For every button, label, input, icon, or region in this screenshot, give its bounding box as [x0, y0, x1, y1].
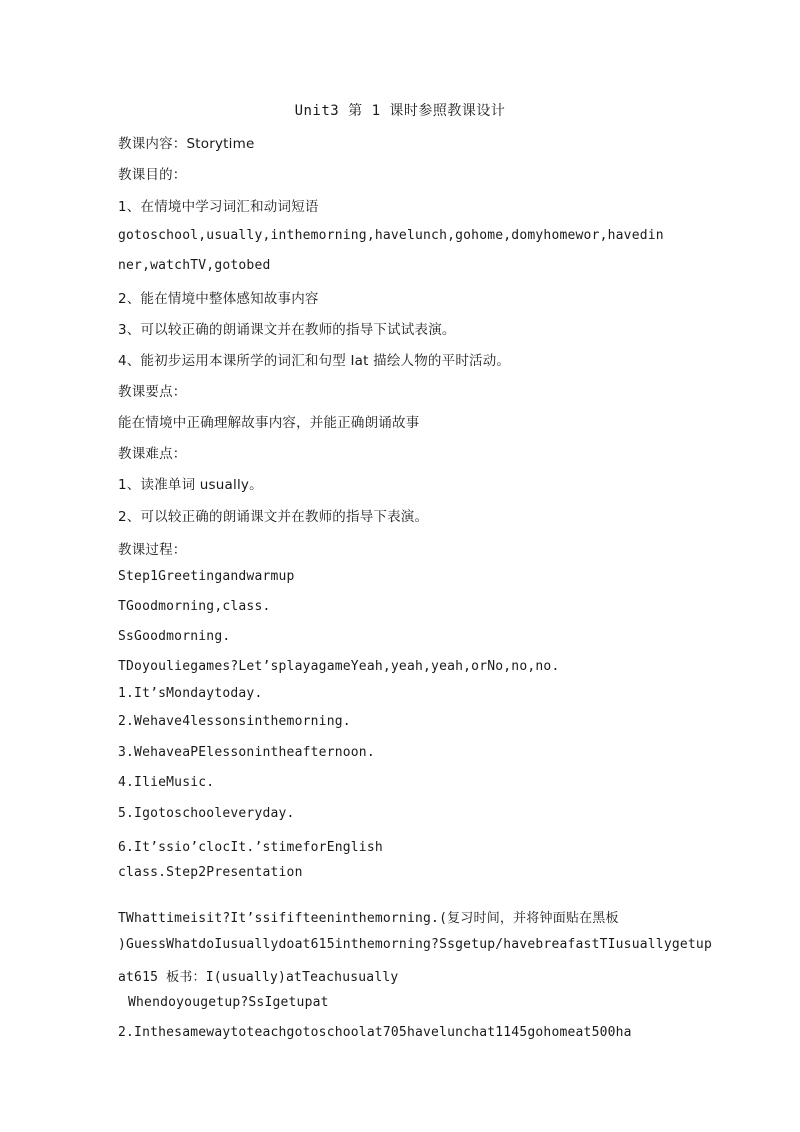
text-line: 教课目的：	[118, 167, 187, 183]
text-line: 教课难点：	[118, 446, 187, 462]
text-line: 教课内容：Storytime	[118, 136, 255, 152]
text-line: TGoodmorning,class.	[118, 599, 271, 614]
text-line: 1.It’sMondaytoday.	[118, 686, 263, 701]
text-line: 1、在情境中学习词汇和动词短语	[118, 199, 319, 215]
text-line: 6.It’ssio’clocIt.’stimeforEnglish	[118, 840, 383, 855]
text-line: 4.IlieMusic.	[118, 775, 215, 790]
text-line: 教课过程：	[118, 542, 187, 558]
text-line: Whendoyougetup?SsIgetupat	[128, 995, 329, 1010]
text-line: 2.Wehave4lessonsinthemorning.	[118, 714, 351, 729]
text-line: TDoyouliegames?Let’splayagameYeah,yeah,yeah,orNo,no,no.	[118, 659, 560, 674]
text-line: )GuessWhatdoIusuallydoat615inthemorning?Ssgetup/havebreafastTIusuallygetup	[118, 937, 712, 952]
text-line: 2、可以较正确的朗诵课文并在教师的指导下表演。	[118, 509, 429, 525]
text-line: Step1Greetingandwarmup	[118, 569, 295, 584]
text-line: 4、能初步运用本课所学的词汇和句型 Iat 描绘人物的平时活动。	[118, 353, 511, 369]
text-line: TWhattimeisit?It’ssififteeninthemorning.(复习时间，并将钟面贴在黑板	[118, 911, 619, 926]
text-line: 3、可以较正确的朗诵课文并在教师的指导下试试表演。	[118, 322, 456, 338]
text-line: 1、读准单词 usually。	[118, 477, 263, 493]
text-line: SsGoodmorning.	[118, 629, 231, 644]
text-line: 2、能在情境中整体感知故事内容	[118, 291, 319, 307]
text-line: class.Step2Presentation	[118, 865, 303, 880]
text-line: ner,watchTV,gotobed	[118, 258, 271, 273]
text-line: 教课要点：	[118, 384, 187, 400]
text-line: gotoschool,usually,inthemorning,havelunch,gohome,domyhomewor,havedin	[118, 228, 664, 243]
text-line: 2.Inthesamewaytoteachgotoschoolat705havelunchat1145gohomeat500ha	[118, 1025, 632, 1040]
text-line: 5.Igotoschooleveryday.	[118, 806, 295, 821]
document-title: Unit3 第 1 课时参照教课设计	[294, 103, 506, 119]
text-line: 能在情境中正确理解故事内容，并能正确朗诵故事	[118, 415, 420, 431]
text-line: at615 板书：I(usually)atTeachusually	[118, 970, 399, 985]
text-line: 3.WehaveaPElessonintheafternoon.	[118, 745, 375, 760]
